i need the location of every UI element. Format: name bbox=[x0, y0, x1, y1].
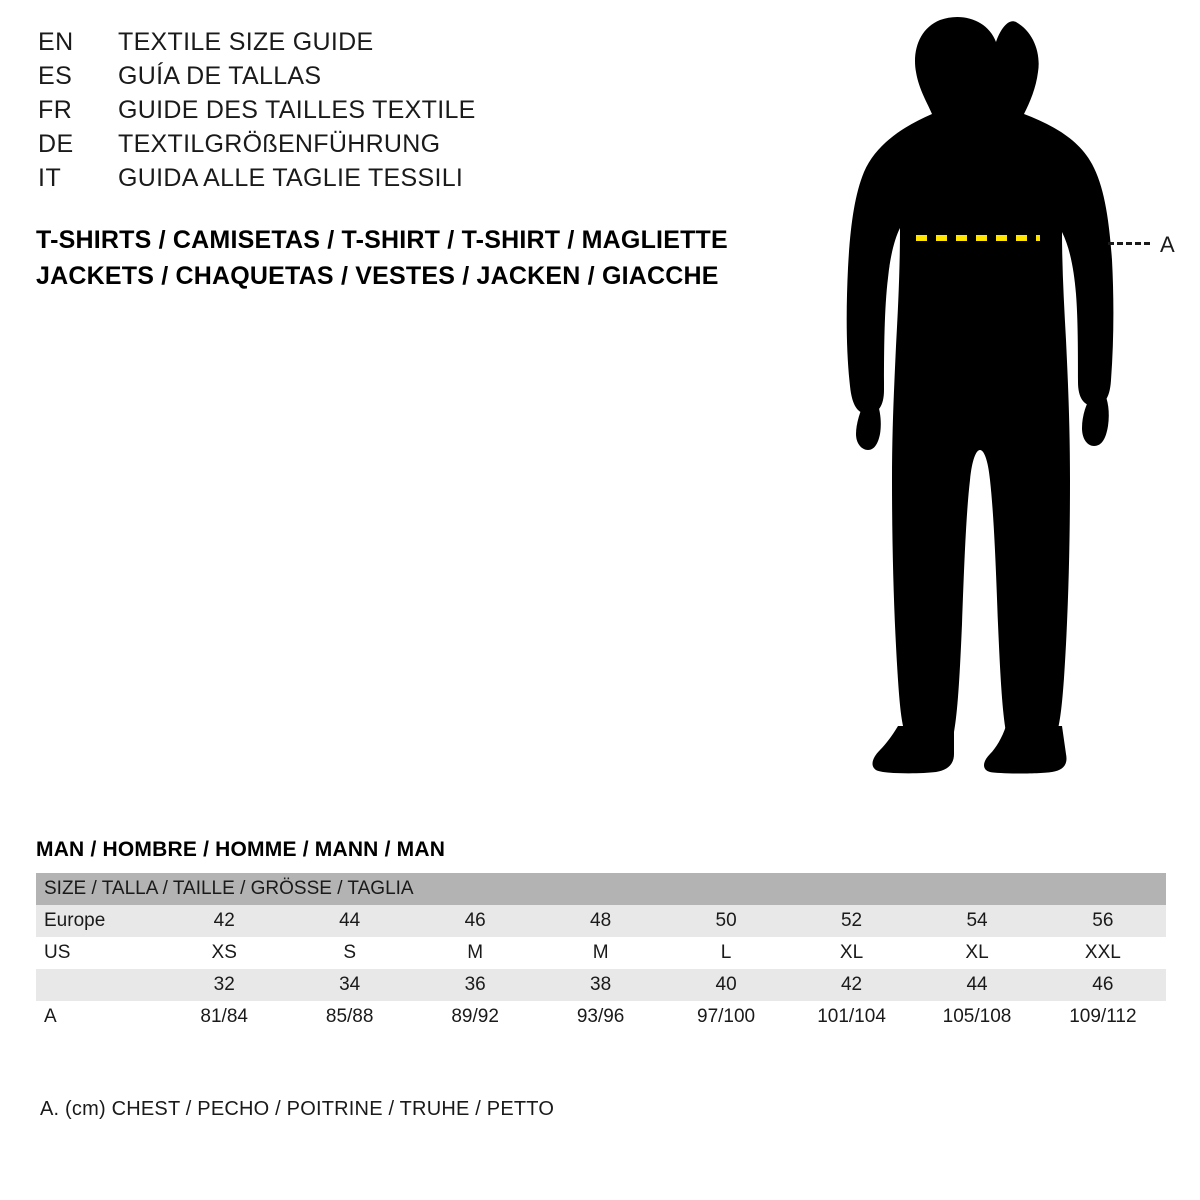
table-header-row bbox=[36, 873, 1166, 905]
cell-value: 97/100 bbox=[663, 1001, 788, 1033]
cell-value: XS bbox=[161, 937, 286, 969]
table-row bbox=[36, 937, 1166, 969]
table-row bbox=[36, 1001, 1166, 1033]
cell-value: XXL bbox=[1040, 937, 1166, 969]
cell-value: 44 bbox=[287, 905, 412, 937]
cell-value: 81/84 bbox=[161, 1001, 286, 1033]
garment-category-list bbox=[36, 222, 796, 294]
cell-value: L bbox=[663, 937, 788, 969]
cell-value: 52 bbox=[789, 905, 914, 937]
language-code: IT bbox=[38, 164, 62, 192]
row-label-us: US bbox=[36, 937, 161, 969]
category-jackets: JACKETS / CHAQUETAS / VESTES / JACKEN / GIACCHE bbox=[36, 262, 719, 290]
silhouette-icon bbox=[820, 10, 1200, 800]
table-header-label: SIZE / TALLA / TAILLE / GRÖSSE / TAGLIA bbox=[36, 873, 1166, 905]
body-silhouette-figure bbox=[820, 10, 1200, 800]
cell-value: 32 bbox=[161, 969, 286, 1001]
cell-value: 34 bbox=[287, 969, 412, 1001]
cell-value: 109/112 bbox=[1040, 1001, 1166, 1033]
cell-value: 46 bbox=[412, 905, 537, 937]
language-title: GUIDE DES TAILLES TEXTILE bbox=[118, 96, 476, 124]
table-section-title: MAN / HOMBRE / HOMME / MANN / MAN bbox=[36, 838, 446, 861]
measure-leader-line bbox=[1108, 242, 1150, 245]
cell-value: 46 bbox=[1040, 969, 1166, 1001]
language-row bbox=[38, 62, 738, 96]
cell-value: 93/96 bbox=[538, 1001, 663, 1033]
language-title: TEXTILE SIZE GUIDE bbox=[118, 28, 374, 56]
cell-value: 85/88 bbox=[287, 1001, 412, 1033]
cell-value: S bbox=[287, 937, 412, 969]
language-row bbox=[38, 96, 738, 130]
language-title: GUIDA ALLE TAGLIE TESSILI bbox=[118, 164, 464, 192]
language-title: GUÍA DE TALLAS bbox=[118, 62, 322, 90]
cell-value: 40 bbox=[663, 969, 788, 1001]
row-label-blank bbox=[36, 969, 161, 1001]
language-row bbox=[38, 130, 738, 164]
cell-value: 44 bbox=[914, 969, 1039, 1001]
measure-letter-a: A bbox=[1160, 232, 1175, 257]
cell-value: XL bbox=[914, 937, 1039, 969]
row-label-europe: Europe bbox=[36, 905, 161, 937]
language-code: FR bbox=[38, 96, 73, 124]
language-row bbox=[38, 164, 738, 198]
cell-value: M bbox=[412, 937, 537, 969]
cell-value: 50 bbox=[663, 905, 788, 937]
cell-value: 42 bbox=[789, 969, 914, 1001]
cell-value: 54 bbox=[914, 905, 1039, 937]
cell-value: 105/108 bbox=[914, 1001, 1039, 1033]
cell-value: 48 bbox=[538, 905, 663, 937]
cell-value: 89/92 bbox=[412, 1001, 537, 1033]
cell-value: 36 bbox=[412, 969, 537, 1001]
language-list bbox=[38, 28, 738, 198]
language-title: TEXTILGRÖßENFÜHRUNG bbox=[118, 130, 441, 158]
cell-value: 56 bbox=[1040, 905, 1166, 937]
language-code: ES bbox=[38, 62, 73, 90]
category-tshirts: T-SHIRTS / CAMISETAS / T-SHIRT / T-SHIRT / MAGLIETTE bbox=[36, 226, 728, 254]
language-code: EN bbox=[38, 28, 74, 56]
language-code: DE bbox=[38, 130, 74, 158]
table-row bbox=[36, 969, 1166, 1001]
size-table bbox=[36, 873, 1166, 1033]
language-row bbox=[38, 28, 738, 62]
table-row bbox=[36, 905, 1166, 937]
cell-value: 101/104 bbox=[789, 1001, 914, 1033]
cell-value: 38 bbox=[538, 969, 663, 1001]
size-table-section bbox=[36, 838, 1166, 1033]
row-label-a: A bbox=[36, 1001, 161, 1033]
cell-value: 42 bbox=[161, 905, 286, 937]
cell-value: XL bbox=[789, 937, 914, 969]
cell-value: M bbox=[538, 937, 663, 969]
measurement-footnote: A. (cm) CHEST / PECHO / POITRINE / TRUHE / PETTO bbox=[40, 1098, 555, 1120]
